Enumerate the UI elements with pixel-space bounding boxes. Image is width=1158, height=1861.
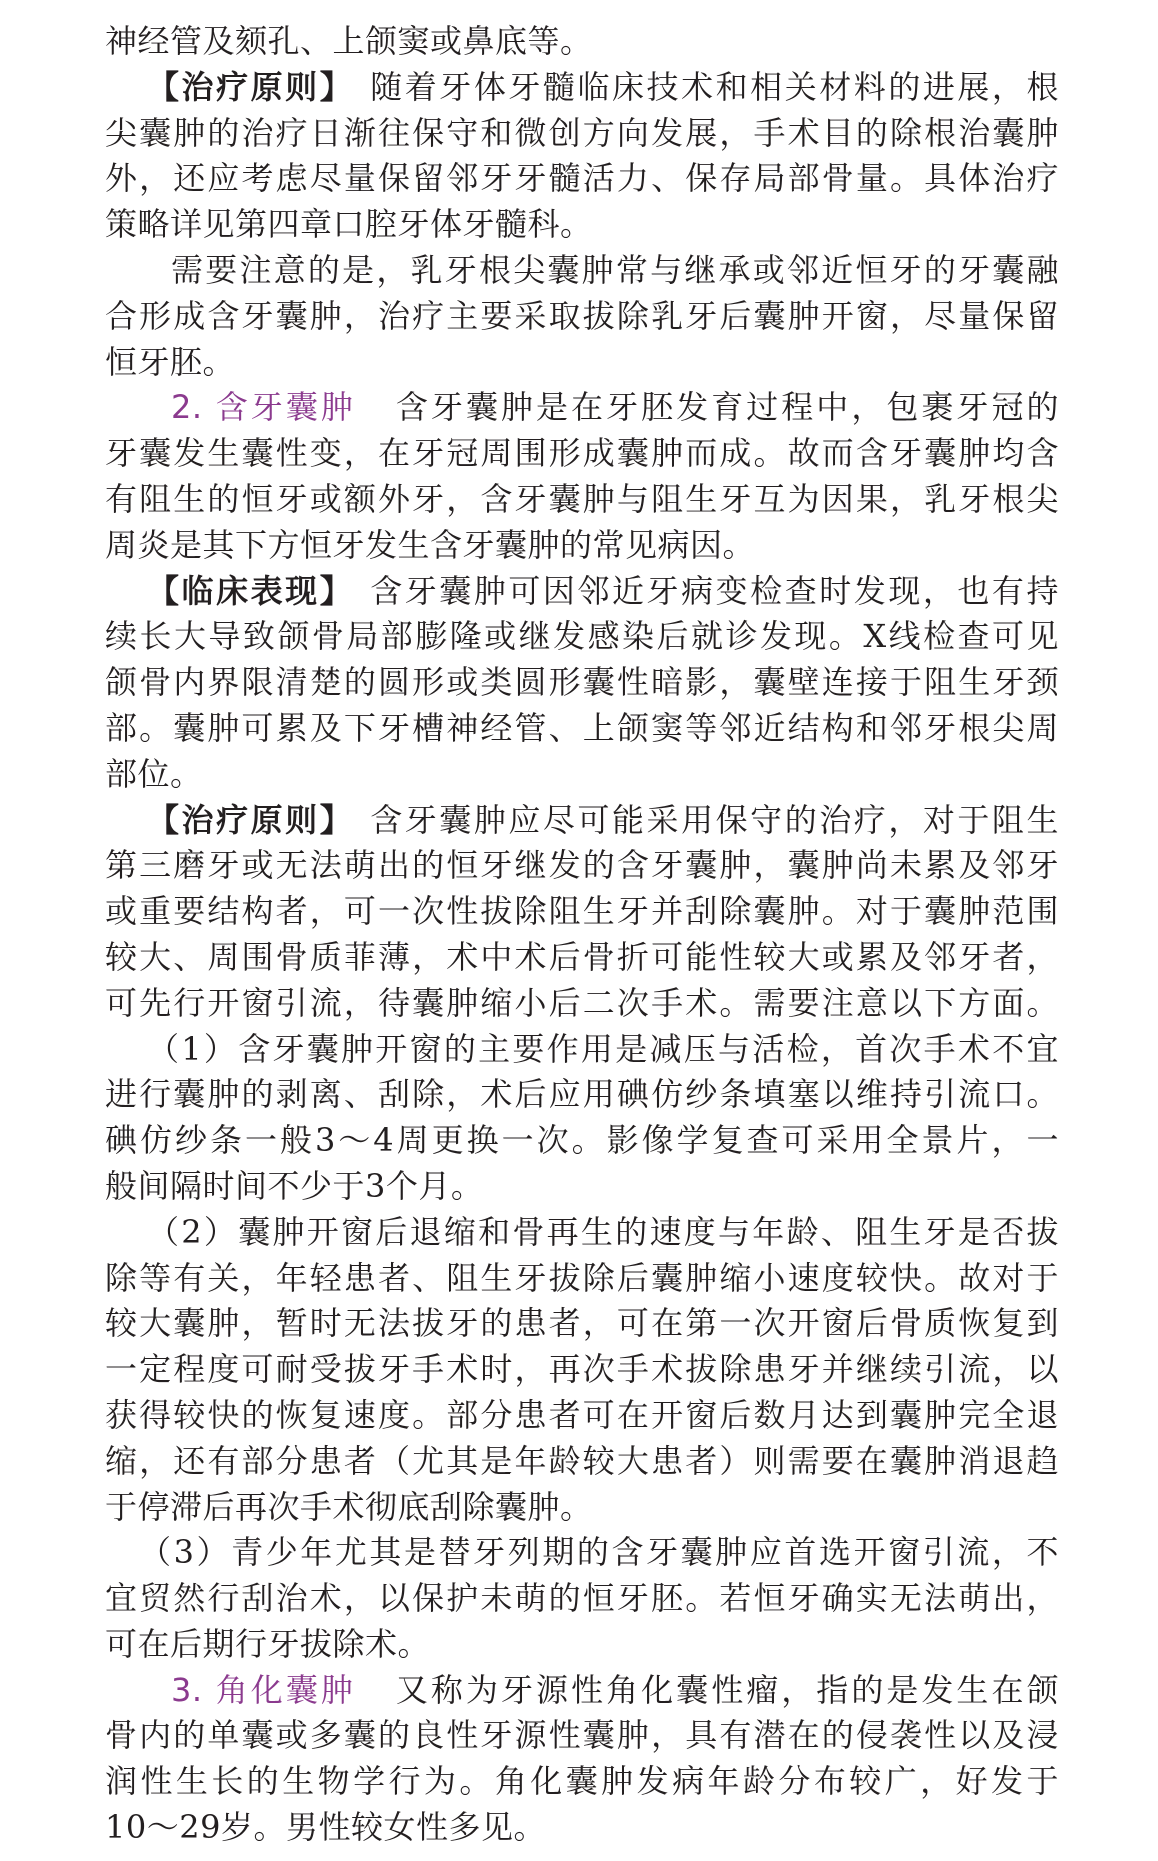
line-text: 一定程度可耐受拔牙手术时，再次手术拔除患牙并继续引流，以 <box>105 1350 1059 1389</box>
section-title: 含牙囊肿 <box>215 388 356 427</box>
line-text: 于停滞后再次手术彻底刮除囊肿。 <box>105 1487 593 1526</box>
line-text: 恒牙胚。 <box>105 342 236 381</box>
line-text: 除等有关，年轻患者、阻生牙拔除后囊肿缩小速度较快。故对于 <box>105 1258 1059 1297</box>
text-line <box>105 340 1059 386</box>
line-text: 青少年尤其是替牙列期的含牙囊肿应首选开窗引流，不 <box>231 1533 1059 1572</box>
line-text: 含牙囊肿是在牙胚发育过程中，包裹牙冠的 <box>395 388 1059 427</box>
text-line <box>105 1485 1059 1531</box>
line-text: 含牙囊肿可因邻近牙病变检查时发现，也有持 <box>370 571 1059 610</box>
text-line <box>105 706 1059 752</box>
text-line <box>105 935 1059 981</box>
line-text: 含牙囊肿应尽可能采用保守的治疗，对于阻生 <box>370 800 1059 839</box>
line-text: 有阻生的恒牙或额外牙，含牙囊肿与阻生牙互为因果，乳牙根尖 <box>105 479 1059 518</box>
line-text: 10～29岁。男性较女性多见。 <box>105 1808 546 1847</box>
line-text: 合形成含牙囊肿，治疗主要采取拔除乳牙后囊肿开窗，尽量保留 <box>105 296 1059 335</box>
document-page <box>105 19 1059 1851</box>
text-line <box>105 1622 1059 1668</box>
text-line <box>105 1347 1059 1393</box>
section-number: 2. <box>171 388 203 427</box>
line-text: 般间隔时间不少于3个月。 <box>105 1166 484 1205</box>
text-line <box>105 111 1059 157</box>
section-number: 3. <box>171 1670 203 1709</box>
line-text: 含牙囊肿开窗的主要作用是减压与活检，首次手术不宜 <box>238 1029 1059 1068</box>
line-text: 需要注意的是，乳牙根尖囊肿常与继承或邻近恒牙的牙囊融 <box>171 250 1059 289</box>
text-line <box>105 202 1059 248</box>
line-text: 囊肿开窗后退缩和骨再生的速度与年龄、阻生牙是否拔 <box>238 1212 1059 1251</box>
list-marker: （3） <box>139 1533 232 1572</box>
list-item-1 <box>105 1027 1059 1073</box>
paragraph-periapical-treatment <box>105 65 1059 111</box>
line-text: 周炎是其下方恒牙发生含牙囊肿的常见病因。 <box>105 525 756 564</box>
section-title: 角化囊肿 <box>215 1670 356 1709</box>
paragraph-dentigerous-clinical <box>105 569 1059 615</box>
text-line <box>105 1301 1059 1347</box>
text-line <box>105 981 1059 1027</box>
text-line <box>105 19 1059 65</box>
section-label: 【治疗原则】 <box>147 800 355 839</box>
list-marker: （2） <box>147 1212 239 1251</box>
text-line <box>105 1164 1059 1210</box>
text-line <box>105 477 1059 523</box>
line-text: 骨内的单囊或多囊的良性牙源性囊肿，具有潜在的侵袭性以及浸 <box>105 1716 1059 1755</box>
line-text: 可先行开窗引流，待囊肿缩小后二次手术。需要注意以下方面。 <box>105 983 1059 1022</box>
line-text: 较大、周围骨质菲薄，术中术后骨折可能性较大或累及邻牙者， <box>105 937 1059 976</box>
text-line <box>105 1805 1059 1851</box>
text-line <box>105 614 1059 660</box>
text-line <box>105 889 1059 935</box>
list-marker: （1） <box>147 1029 239 1068</box>
paragraph-dentigerous-treatment <box>105 798 1059 844</box>
section-keratocyst <box>105 1668 1059 1714</box>
text-line <box>105 752 1059 798</box>
line-text: 或重要结构者，可一次性拔除阻生牙并刮除囊肿。对于囊肿范围 <box>105 892 1059 931</box>
line-text: 神经管及颏孔、上颌窦或鼻底等。 <box>105 22 593 60</box>
line-text: 颌骨内界限清楚的圆形或类圆形囊性暗影，囊壁连接于阻生牙颈 <box>105 663 1059 702</box>
text-line <box>105 1256 1059 1302</box>
line-text: 进行囊肿的剥离、刮除，术后应用碘仿纱条填塞以维持引流口。 <box>105 1075 1059 1114</box>
text-line <box>105 1713 1059 1759</box>
line-text: 润性生长的生物学行为。角化囊肿发病年龄分布较广，好发于 <box>105 1762 1059 1801</box>
text-line <box>105 1439 1059 1485</box>
line-text: 部。囊肿可累及下牙槽神经管、上颌窦等邻近结构和邻牙根尖周 <box>105 708 1059 747</box>
line-text: 随着牙体牙髓临床技术和相关材料的进展，根 <box>370 67 1059 106</box>
line-text: 又称为牙源性角化囊性瘤，指的是发生在颌 <box>395 1670 1059 1709</box>
text-line <box>105 431 1059 477</box>
line-text: 尖囊肿的治疗日渐往保守和微创方向发展，手术目的除根治囊肿 <box>105 113 1059 152</box>
text-line <box>105 1393 1059 1439</box>
list-item-2 <box>105 1210 1059 1256</box>
line-text: 第三磨牙或无法萌出的恒牙继发的含牙囊肿，囊肿尚未累及邻牙 <box>105 846 1059 885</box>
line-text: 可在后期行牙拔除术。 <box>105 1624 431 1663</box>
text-line <box>105 1072 1059 1118</box>
text-line <box>105 1576 1059 1622</box>
text-line <box>105 843 1059 889</box>
list-item-3 <box>105 1530 1059 1576</box>
line-text: 续长大导致颌骨局部膨隆或继发感染后就诊发现。X线检查可见 <box>105 617 1059 656</box>
line-text: 较大囊肿，暂时无法拔牙的患者，可在第一次开窗后骨质恢复到 <box>105 1304 1059 1343</box>
line-text: 缩，还有部分患者（尤其是年龄较大患者）则需要在囊肿消退趋 <box>105 1441 1059 1480</box>
line-text: 策略详见第四章口腔牙体牙髓科。 <box>105 205 593 244</box>
text-line <box>105 294 1059 340</box>
section-label: 【临床表现】 <box>147 571 355 610</box>
line-text: 牙囊发生囊性变，在牙冠周围形成囊肿而成。故而含牙囊肿均含 <box>105 434 1059 473</box>
line-text: 宜贸然行刮治术，以保护未萌的恒牙胚。若恒牙确实无法萌出， <box>105 1579 1059 1618</box>
section-label: 【治疗原则】 <box>147 67 355 106</box>
text-line <box>105 523 1059 569</box>
paragraph-periapical-note <box>105 248 1059 294</box>
text-line <box>105 660 1059 706</box>
text-line <box>105 1759 1059 1805</box>
line-text: 碘仿纱条一般3～4周更换一次。影像学复查可采用全景片，一 <box>105 1121 1059 1160</box>
section-dentigerous-cyst <box>105 385 1059 431</box>
line-text: 获得较快的恢复速度。部分患者可在开窗后数月达到囊肿完全退 <box>105 1395 1059 1434</box>
text-line <box>105 156 1059 202</box>
line-text: 部位。 <box>105 754 203 793</box>
text-line <box>105 1118 1059 1164</box>
line-text: 外，还应考虑尽量保留邻牙牙髓活力、保存局部骨量。具体治疗 <box>105 159 1059 198</box>
